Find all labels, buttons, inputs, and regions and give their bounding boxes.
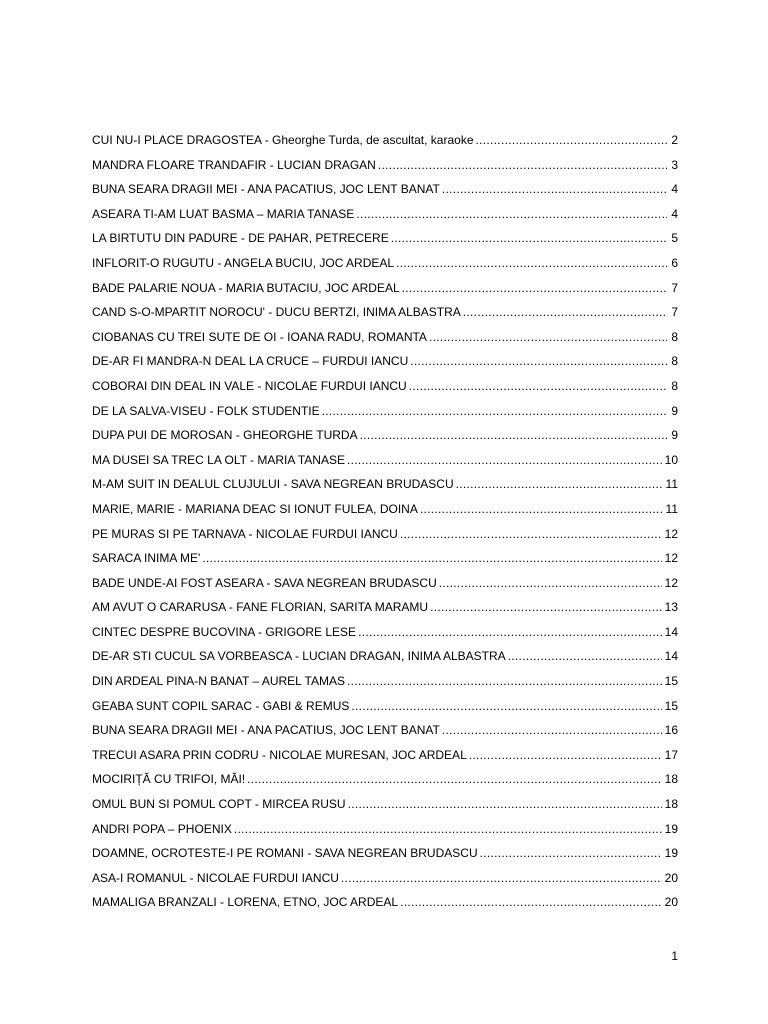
toc-dot-leader [391,229,667,247]
toc-entry[interactable] [92,475,678,500]
toc-entry-title: TRECUI ASARA PRIN CODRU - NICOLAE MURESAN, JOC ARDEAL [92,747,467,762]
toc-dot-leader [508,647,662,665]
toc-entry[interactable] [92,549,678,574]
toc-entry-title: MA DUSEI SA TREC LA OLT - MARIA TANASE [92,452,345,467]
toc-entry[interactable] [92,795,678,820]
toc-entry-title: MANDRA FLOARE TRANDAFIR - LUCIAN DRAGAN [92,157,376,172]
toc-dot-leader [360,426,667,444]
toc-dot-leader [358,623,662,641]
toc-entry-page: 18 [664,772,678,787]
toc-dot-leader [341,869,662,887]
toc-entry-page: 8 [671,378,678,393]
toc-dot-leader [247,770,662,788]
toc-entry[interactable] [92,721,678,746]
toc-dot-leader [463,303,667,321]
toc-entry-title: COBORAI DIN DEAL IN VALE - NICOLAE FURDUI IANCU [92,378,407,393]
toc-entry-title: ANDRI POPA – PHOENIX [92,821,232,836]
toc-dot-leader [429,328,667,346]
toc-dot-leader [430,598,662,616]
toc-entry-page: 17 [664,747,678,762]
toc-entry[interactable] [92,451,678,476]
table-of-contents [92,131,678,918]
toc-entry-page: 13 [664,600,678,615]
toc-dot-leader [400,893,662,911]
toc-entry[interactable] [92,697,678,722]
toc-entry-title: BUNA SEARA DRAGII MEI - ANA PACATIUS, JOC LENT BANAT [92,723,440,738]
toc-dot-leader [400,525,662,543]
toc-entry[interactable] [92,205,678,230]
toc-entry-page: 19 [664,846,678,861]
toc-entry[interactable] [92,672,678,697]
page-number: 1 [671,949,678,963]
toc-entry-title: PE MURAS SI PE TARNAVA - NICOLAE FURDUI IANCU [92,526,398,541]
toc-entry[interactable] [92,229,678,254]
toc-dot-leader [469,746,662,764]
toc-entry-page: 12 [664,575,678,590]
toc-entry-page: 16 [664,723,678,738]
toc-dot-leader [409,377,667,395]
toc-entry-title: BUNA SEARA DRAGII MEI - ANA PACATIUS, JOC LENT BANAT [92,182,440,197]
toc-entry-page: 14 [664,649,678,664]
toc-entry-title: M-AM SUIT IN DEALUL CLUJULUI - SAVA NEGREAN BRUDASCU [92,477,454,492]
toc-entry-title: BADE PALARIE NOUA - MARIA BUTACIU, JOC ARDEAL [92,280,400,295]
toc-dot-leader [456,475,663,493]
toc-entry-title: CAND S-O-MPARTIT NOROCU' - DUCU BERTZI, INIMA ALBASTRA [92,305,461,320]
toc-entry-title: CUI NU-I PLACE DRAGOSTEA - Gheorghe Turda, de ascultat, karaoke [92,133,474,147]
toc-dot-leader [476,131,668,149]
toc-entry-page: 9 [671,428,678,443]
toc-entry[interactable] [92,746,678,771]
toc-entry[interactable] [92,623,678,648]
toc-entry-title: DE LA SALVA-VISEU - FOLK STUDENTIE [92,403,320,418]
toc-dot-leader [351,697,661,715]
toc-entry-page: 12 [664,551,678,566]
toc-dot-leader [410,352,667,370]
toc-dot-leader [202,549,661,567]
toc-entry[interactable] [92,328,678,353]
toc-entry-title: DE-AR STI CUCUL SA VORBEASCA - LUCIAN DRAGAN, INIMA ALBASTRA [92,649,506,664]
toc-entry-title: SARACA INIMA ME' [92,551,201,566]
toc-entry[interactable] [92,377,678,402]
toc-entry[interactable] [92,500,678,525]
toc-entry-page: 7 [671,305,678,320]
toc-entry[interactable] [92,352,678,377]
toc-entry-title: CIOBANAS CU TREI SUTE DE OI - IOANA RADU, ROMANTA [92,329,427,344]
toc-entry-page: 15 [664,698,678,713]
toc-dot-leader [322,402,667,420]
toc-entry-page: 3 [671,157,678,172]
toc-dot-leader [439,574,662,592]
toc-entry-page: 8 [671,354,678,369]
toc-entry-page: 9 [671,403,678,418]
toc-entry-page: 12 [664,526,678,541]
toc-entry[interactable] [92,180,678,205]
toc-entry-title: DOAMNE, OCROTESTE-I PE ROMANI - SAVA NEGREAN BRUDASCU [92,846,478,861]
toc-entry-page: 15 [664,674,678,689]
toc-entry-title: LA BIRTUTU DIN PADURE - DE PAHAR, PETRECERE [92,231,389,246]
toc-dot-leader [356,205,667,223]
toc-entry-title: DE-AR FI MANDRA-N DEAL LA CRUCE – FURDUI IANCU [92,354,409,369]
toc-entry[interactable] [92,254,678,279]
toc-entry[interactable] [92,770,678,795]
toc-entry[interactable] [92,844,678,869]
toc-entry-title: MOCIRIȚĂ CU TRIFOI, MĂI! [92,772,246,787]
toc-entry[interactable] [92,131,678,156]
toc-entry-title: OMUL BUN SI POMUL COPT - MIRCEA RUSU [92,797,346,812]
toc-entry-title: DUPA PUI DE MOROSAN - GHEORGHE TURDA [92,428,358,443]
toc-entry[interactable] [92,598,678,623]
toc-entry-page: 8 [671,329,678,344]
toc-entry[interactable] [92,426,678,451]
toc-entry-title: CINTEC DESPRE BUCOVINA - GRIGORE LESE [92,624,357,639]
toc-entry-title: BADE UNDE-AI FOST ASEARA - SAVA NEGREAN BRUDASCU [92,575,437,590]
toc-dot-leader [378,156,667,174]
toc-entry-page: 2 [671,133,678,147]
toc-dot-leader [442,721,662,739]
toc-entry-title: AM AVUT O CARARUSA - FANE FLORIAN, SARITA MARAMU [92,600,429,615]
toc-entry[interactable] [92,525,678,550]
toc-entry-page: 10 [664,452,678,467]
toc-entry[interactable] [92,303,678,328]
toc-entry-page: 20 [664,870,678,885]
toc-entry-page: 19 [664,821,678,836]
toc-entry-page: 11 [665,477,678,492]
toc-entry-page: 5 [671,231,678,246]
toc-entry-title: DIN ARDEAL PINA-N BANAT – AUREL TAMAS [92,674,345,689]
toc-entry-page: 14 [664,624,678,639]
toc-dot-leader [348,795,662,813]
toc-entry-page: 7 [671,280,678,295]
toc-entry[interactable] [92,156,678,181]
toc-entry-page: 4 [671,182,678,197]
toc-entry-title: MARIE, MARIE - MARIANA DEAC SI IONUT FULEA, DOINA [92,501,418,516]
toc-entry[interactable] [92,574,678,599]
toc-entry[interactable] [92,402,678,427]
toc-entry[interactable] [92,869,678,894]
toc-dot-leader [402,279,667,297]
toc-entry[interactable] [92,820,678,845]
toc-entry-title: ASEARA TI-AM LUAT BASMA – MARIA TANASE [92,206,355,221]
toc-dot-leader [480,844,662,862]
toc-entry[interactable] [92,647,678,672]
toc-entry-title: INFLORIT-O RUGUTU - ANGELA BUCIU, JOC ARDEAL [92,255,395,270]
toc-entry-page: 6 [671,255,678,270]
toc-dot-leader [442,180,667,198]
toc-entry-page: 18 [664,797,678,812]
toc-entry-page: 11 [665,501,678,516]
toc-dot-leader [420,500,663,518]
toc-entry[interactable] [92,893,678,918]
toc-dot-leader [396,254,667,272]
toc-dot-leader [347,451,662,469]
toc-entry-title: MAMALIGA BRANZALI - LORENA, ETNO, JOC ARDEAL [92,895,399,910]
toc-entry-page: 20 [664,895,678,910]
toc-entry-title: GEABA SUNT COPIL SARAC - GABI & REMUS [92,698,350,713]
toc-dot-leader [347,672,662,690]
toc-entry-page: 4 [671,206,678,221]
toc-entry[interactable] [92,279,678,304]
toc-dot-leader [234,820,662,838]
toc-entry-title: ASA-I ROMANUL - NICOLAE FURDUI IANCU [92,870,339,885]
